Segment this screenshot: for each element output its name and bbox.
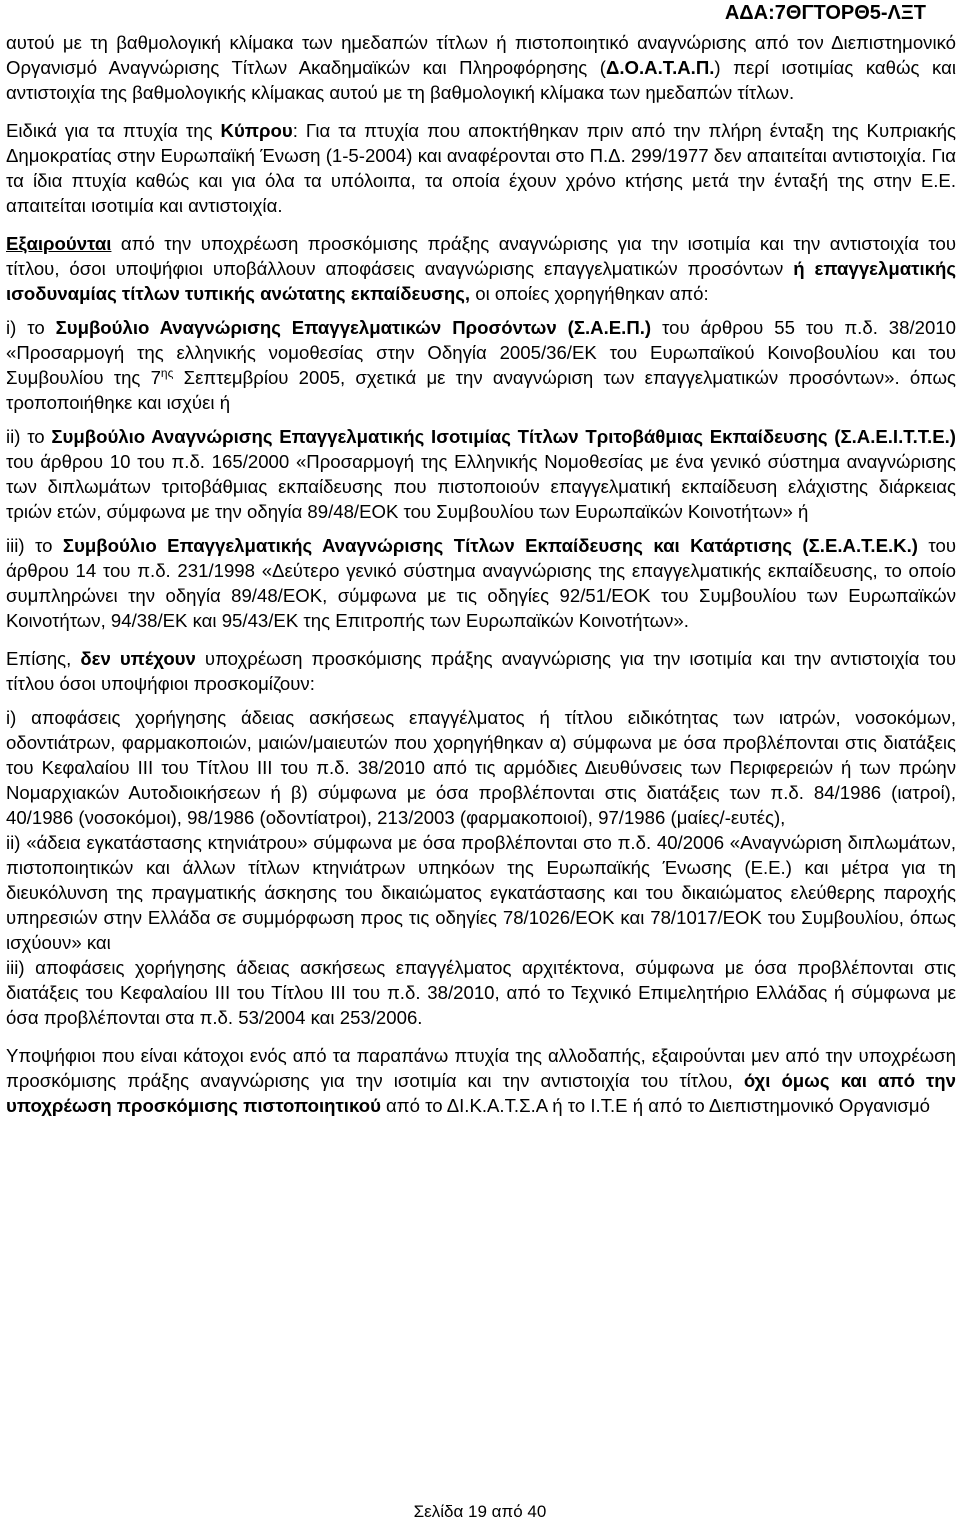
text-segment: από την υποχρέωση προσκόμισης πράξης αναγνώρισης για την ισοτιμία και την αντιστοιχία του τίτλου, όσοι υποψήφιοι υποβάλλουν αποφάσεις αναγνώρισης επαγγελματικών προσόντων bbox=[6, 233, 956, 279]
list-item-seatek bbox=[6, 533, 956, 633]
paragraph-exemptions bbox=[6, 231, 956, 306]
paragraph-recognition bbox=[6, 30, 956, 105]
text-segment: του άρθρου 10 του π.δ. 165/2000 «Προσαρμογή της Ελληνικής Νομοθεσίας με ένα γενικό σύστημα αναγνώρισης των διπλωμάτων τριτοβάθμιας εκπαίδευσης που πιστοποιούν επαγγελματική εκπαίδευση ελάχιστης διάρκειας τριών ετών, σύμφωνα με την οδηγία 89/48/ΕΟΚ του Συμβουλίου των Ευρωπαϊκών Κοινοτήτων» ή bbox=[6, 451, 956, 522]
text-segment: αυτού με τη βαθμολογική κλίμακα των ημεδαπών τίτλων ή πιστοποιητικό αναγνώρισης από τον Διεπιστημονικό Οργανισμό Αναγνώρισης Τίτλων Ακαδημαϊκών και Πληροφόρησης ( bbox=[6, 32, 956, 78]
list-item-veterinary: ii) «άδεια εγκατάστασης κτηνιάτρου» σύμφωνα με όσα προβλέπονται στο π.δ. 40/2006 «Αναγνώριση διπλωμάτων, πιστοποιητικών και άλλων τίτλων κτηνιάτρων υπηκόων της Ευρωπαϊκής Ένωσης (Ε.Ε.) και μέτρα για τη διευκόλυνση της πραγματικής άσκησης του δικαιώματος εγκατάστασης και του δικαιώματος ελεύθερης παροχής υπηρεσιών στην Ελλάδα σε συμμόρφωση προς τις οδηγίες 78/1026/ΕΟΚ και 78/1017/ΕΟΚ του Συμβουλίου, όπως ισχύουν» και bbox=[6, 832, 956, 953]
text-segment: iii) το bbox=[6, 535, 63, 556]
page-number: Σελίδα 19 από 40 bbox=[413, 1502, 547, 1521]
list-item-saep bbox=[6, 315, 956, 415]
bold-segment: ή επαγγελματικής ισοδυναμίας τίτλων τυπικής ανώτατης εκπαίδευσης, bbox=[6, 258, 957, 304]
text-segment: υποχρέωση προσκόμισης πράξης αναγνώρισης για την ισοτιμία και την αντιστοιχία του τίτλου όσοι υποψήφιοι προσκομίζουν: bbox=[6, 648, 956, 694]
bold-segment: Δ.Ο.Α.Τ.Α.Π. bbox=[606, 57, 715, 78]
paragraph-also-exempt bbox=[6, 646, 956, 696]
list-item-medical: i) αποφάσεις χορήγησης άδειας ασκήσεως επαγγέλματος ή τίτλου ειδικότητας των ιατρών, νοσοκόμων, οδοντιάτρων, φαρμακοποιών, μαιών/μαιευτών που χορηγήθηκαν α) σύμφωνα με όσα προβλέπονται στις διατάξεις του Κεφαλαίου ΙΙΙ του Τίτλου ΙΙΙ του π.δ. 38/2010 από τις αρμόδιες Διευθύνσεις των Περιφερειών ή των πρώην Νομαρχιακών Αυτοδιοικήσεων ή β) σύμφωνα με όσα προβλέπονται στις διατάξεις των π.δ. 84/1986 (ιατροί), 40/1986 (νοσοκόμοι), 98/1986 (οδοντίατροι), 213/2003 (φαρμακοποιοί), 97/1986 (μαίες/-ευτές), bbox=[6, 707, 956, 828]
underlined-segment: Εξαιρούνται bbox=[6, 233, 112, 254]
text-segment: Υποψήφιοι που είναι κάτοχοι ενός από τα παραπάνω πτυχία της αλλοδαπής, εξαιρούνται μεν από την υποχρέωση προσκόμισης πράξης αναγνώρισης για την ισοτιμία και την αντιστοιχία του τίτλου, bbox=[6, 1045, 956, 1091]
bold-segment: δεν υπέχουν bbox=[80, 648, 196, 669]
ada-code: ΑΔΑ:7ΘΓΤΟΡΘ5-ΛΞΤ bbox=[724, 2, 926, 24]
text-segment: Ειδικά για τα πτυχία της bbox=[6, 120, 221, 141]
text-segment: οι οποίες χορηγήθηκαν από: bbox=[470, 283, 709, 304]
bold-segment: Συμβούλιο Αναγνώρισης Επαγγελματικής Ισοτιμίας Τίτλων Τριτοβάθμιας Εκπαίδευσης (Σ.Α.Ε.Ι.Τ.Τ.Ε.) bbox=[51, 426, 956, 447]
text-segment: του άρθρου 14 του π.δ. 231/1998 «Δεύτερο γενικό σύστημα αναγνώρισης της επαγγελματικής εκπαίδευσης, το οποίο συμπληρώνει την οδηγία 89/48/ΕΟΚ, σύμφωνα με τις οδηγίες 92/51/ΕΟΚ του Συμβουλίου των Ευρωπαϊκών Κοινοτήτων, 94/38/ΕΚ και 95/43/ΕΚ της Επιτροπής των Ευρωπαϊκών Κοινοτήτων». bbox=[6, 535, 956, 631]
text-segment: Σεπτεμβρίου 2005, σχετικά με την αναγνώριση των επαγγελματικών προσόντων». όπως τροποποιήθηκε και ισχύει ή bbox=[6, 367, 956, 413]
bold-segment: Συμβούλιο Αναγνώρισης Επαγγελματικών Προσόντων (Σ.Α.Ε.Π.) bbox=[55, 317, 652, 338]
bold-segment: Συμβούλιο Επαγγελματικής Αναγνώρισης Τίτλων Εκπαίδευσης και Κατάρτισης (Σ.Ε.Α.Τ.Ε.Κ.) bbox=[62, 535, 918, 556]
text-segment: ii) το bbox=[6, 426, 52, 447]
text-segment: του άρθρου 55 του π.δ. 38/2010 «Προσαρμογή της ελληνικής νομοθεσίας στην Οδηγία 2005/36/ΕΚ του Ευρωπαϊκού Κοινοβουλίου και του Συμβουλίου της 7 bbox=[6, 317, 956, 388]
bold-segment: Κύπρου bbox=[220, 120, 293, 141]
paragraph-certificate bbox=[6, 1043, 956, 1118]
text-segment: : Για τα πτυχία που αποκτήθηκαν πριν από την πλήρη ένταξη της Κυπριακής Δημοκρατίας στην Ευρωπαϊκή Ένωση (1-5-2004) και αναφέρονται στο Π.Δ. 299/1977 δεν απαιτείται αντιστοιχία. Για τα ίδια πτυχία καθώς και για όλα τα υπόλοιπα, τα οποία έχουν χρόνο κτήσης μετά την ένταξή της στην Ε.Ε. απαιτείται ισοτιμία και αντιστοιχία. bbox=[6, 120, 956, 216]
superscript: ης bbox=[160, 366, 174, 380]
list-item-architect: iii) αποφάσεις χορήγησης άδειας ασκήσεως επαγγέλματος αρχιτέκτονα, σύμφωνα με όσα προβλέπονται στις διατάξεις του Κεφαλαίου ΙΙΙ του Τίτλου ΙΙΙ του π.δ. 38/2010, από το Τεχνικό Επιμελητήριο Ελλάδας ή σύμφωνα με όσα προβλέπονται στα π.δ. 53/2004 και 253/2006. bbox=[6, 957, 956, 1028]
paragraph-cyprus bbox=[6, 118, 956, 218]
list-item-saeitte bbox=[6, 424, 956, 524]
text-segment: Επίσης, bbox=[6, 648, 81, 669]
bold-segment: όχι όμως και από την υποχρέωση προσκόμισης πιστοποιητικού bbox=[6, 1070, 956, 1116]
text-segment: από το ΔΙ.Κ.Α.Τ.Σ.Α ή το Ι.Τ.Ε ή από το Διεπιστημονικό Οργανισμό bbox=[380, 1095, 930, 1116]
text-segment: ) περί ισοτιμίας καθώς και αντιστοιχία της βαθμολογικής κλίμακας αυτού με τη βαθμολογική κλίμακα των ημεδαπών τίτλων. bbox=[6, 57, 956, 103]
text-segment: i) το bbox=[6, 317, 56, 338]
